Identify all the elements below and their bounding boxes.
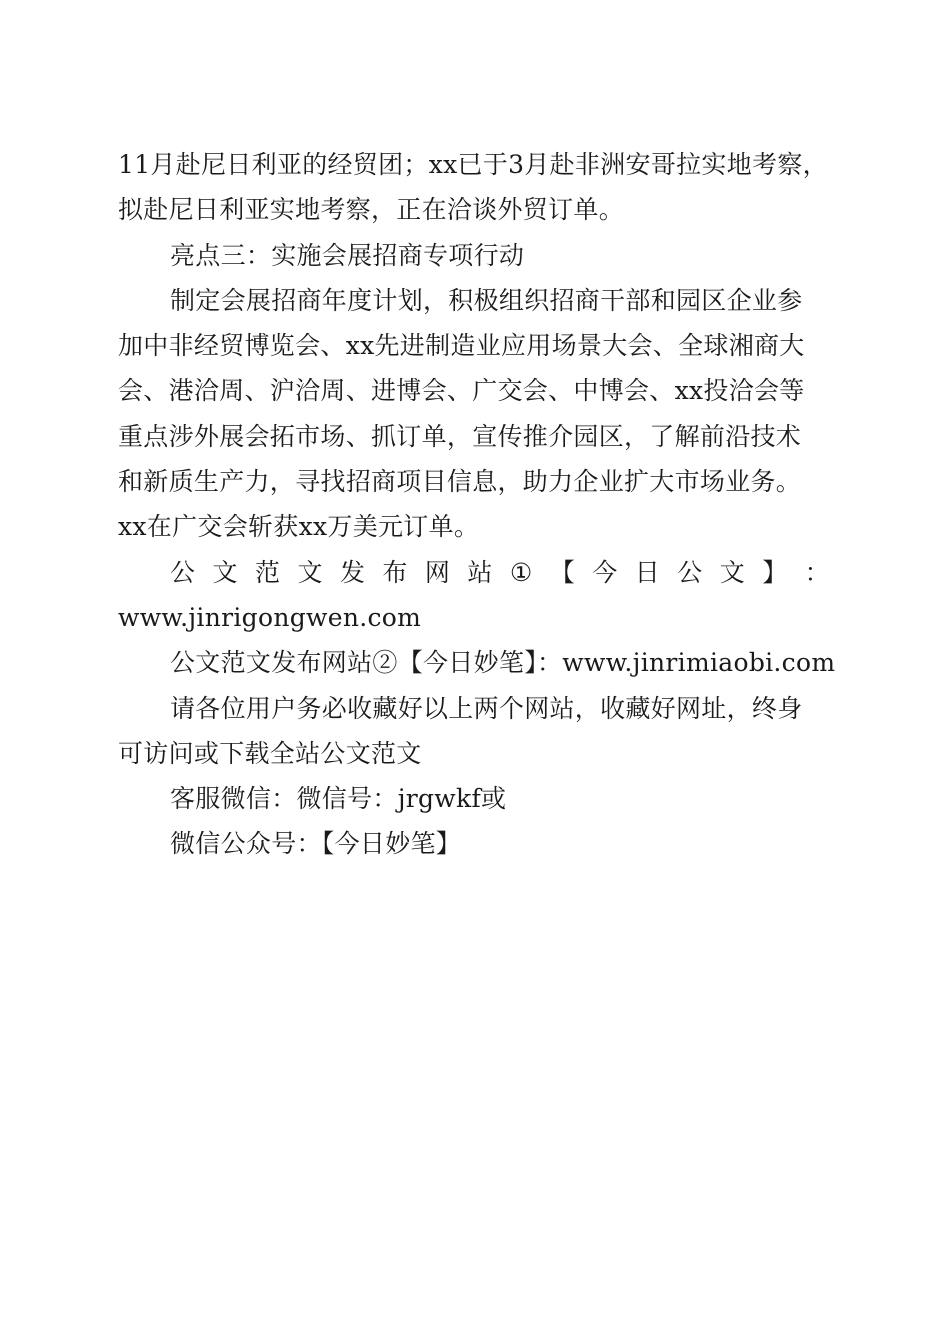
char: 网 [424,557,451,587]
char: ① [509,557,533,587]
char: 公 [677,557,703,587]
char: ： [804,557,830,587]
char: 站 [467,557,493,587]
heading-line: 亮点三：实施会展招商专项行动 [170,240,525,270]
char: 文 [212,557,238,587]
text-line: 11月赴尼日利亚的经贸团；xx已于3月赴非洲安哥拉实地考察， [118,150,828,179]
paragraph-website-one [118,550,830,641]
char: 文 [719,557,746,587]
paragraph-trade-mission [118,142,830,233]
text-line: 和新质生产力，寻找招商项目信息，助力企业扩大市场业务。 [118,467,802,497]
document-body [118,142,836,867]
paragraph-wechat-service [118,776,830,821]
section-heading-highlight-three [118,233,830,278]
char: 布 [382,557,408,587]
website-url-two[interactable]: 公文范文发布网站②【今日妙笔】：www.jinrimiaobi.com [170,648,836,678]
char: 范 [254,557,281,587]
website-url-one[interactable]: www.jinrigongwen.com [118,602,422,632]
text-line: 微信公众号：【今日妙笔】 [170,829,462,859]
paragraph-exhibition-plan [118,278,830,550]
paragraph-bookmark-notice [118,686,830,777]
paragraph-website-two [118,640,836,685]
text-line: 会、港洽周、沪洽周、进博会、广交会、中博会、xx投洽会等 [118,376,805,406]
text-line: 加中非经贸博览会、xx先进制造业应用场景大会、全球湘商大 [118,331,805,361]
text-line: xx在广交会斩获xx万美元订单。 [118,512,480,542]
char: 文 [297,557,323,587]
text-line: 可访问或下载全站公文范文 [118,738,422,768]
justified-line [118,550,830,595]
text-line: 客服微信：微信号：jrgwkf或 [170,784,507,814]
text-line: 制定会展招商年度计划，积极组织招商干部和园区企业参 [170,285,803,315]
char: 今 [592,557,618,587]
text-line: 重点涉外展会拓市场、抓订单，宣传推介园区，了解前沿技术 [118,421,802,451]
char: 【 [549,557,576,587]
text-line: 拟赴尼日利亚实地考察，正在洽谈外贸订单。 [118,195,625,225]
char: 公 [170,557,196,587]
text-line: 请各位用户务必收藏好以上两个网站，收藏好网址，终身 [170,693,803,723]
char: 日 [634,557,661,587]
char: 】 [762,557,788,587]
char: 发 [339,557,366,587]
paragraph-wechat-account [118,821,830,866]
